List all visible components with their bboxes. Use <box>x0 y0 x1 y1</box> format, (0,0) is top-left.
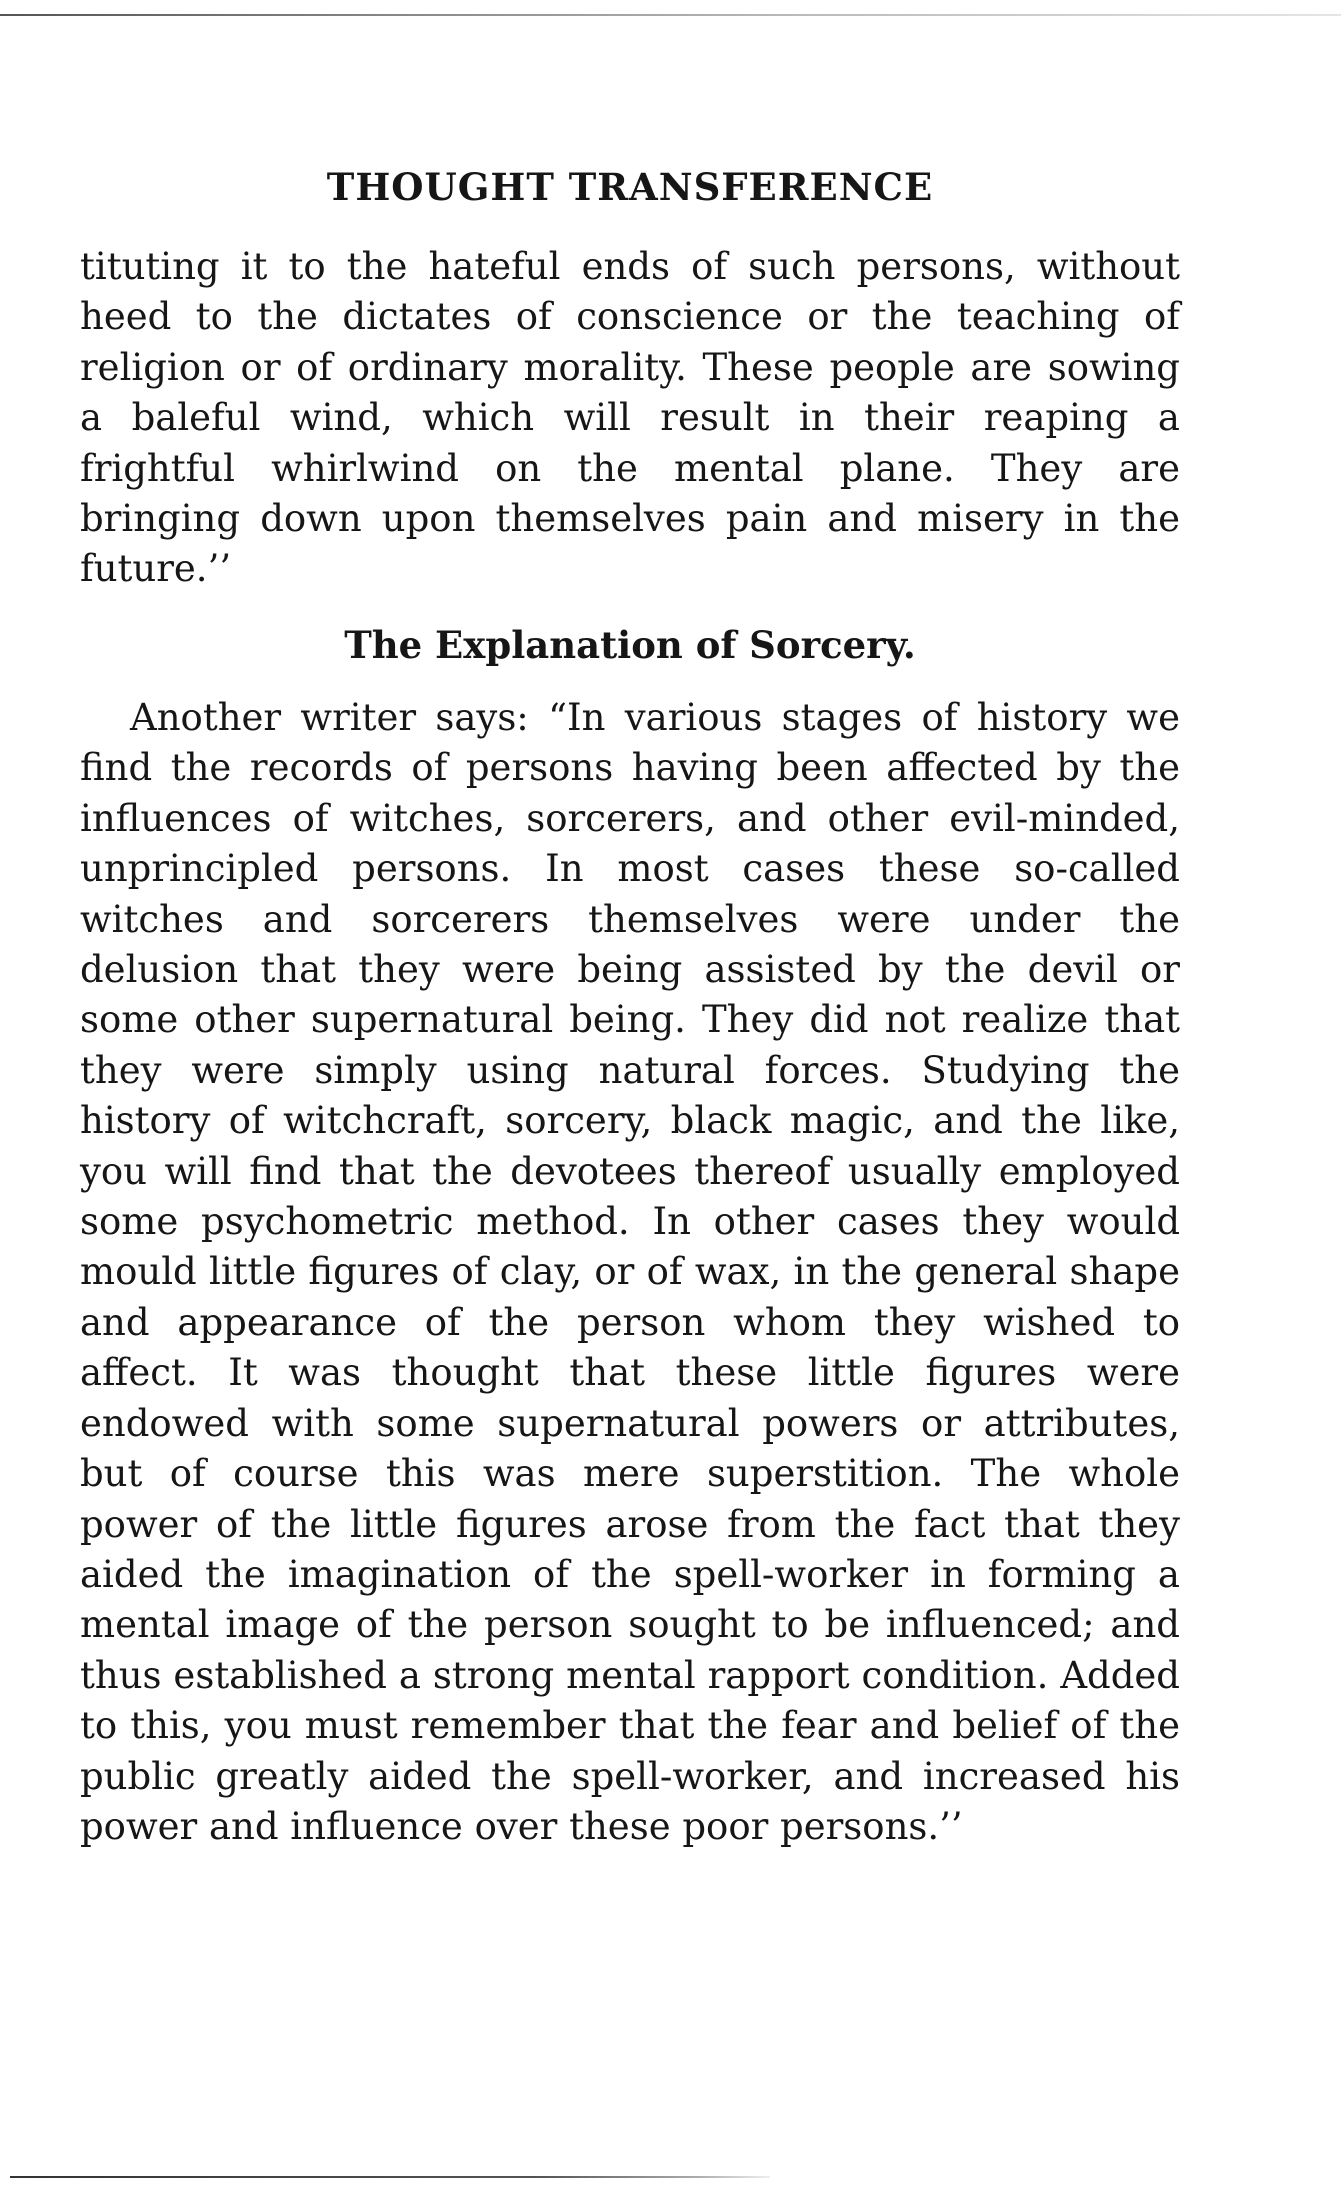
section-heading: The Explanation of Sorcery. <box>344 623 916 667</box>
top-edge-rule <box>0 14 1341 16</box>
continued-paragraph: tituting it to the hateful ends of such persons, without heed to the dictates of conscience or the teaching of religion or of ordinary morality. These people are sowing a baleful wind, which will result in their reaping a frightful whirlwind on the mental plane. They are bringing down upon themselves pain and misery in the future.’’ <box>80 245 1180 591</box>
section-paragraph: Another writer says: “In various stages of history we find the records of persons having been affected by the influences of witches, sorcerers, and other evil-minded, unprincipled persons. In most cases these so-called witches and sorcerers themselves were under the delusion that they were being assisted by the devil or some other supernatural being. They did not realize that they were simply using natural forces. Studying the history of witchcraft, sorcery, black magic, and the like, you will find that the devotees thereof usually employed some psychometric method. In other cases they would mould little figures of clay, or of wax, in the general shape and appearance of the person whom they wished to affect. It was thought that these little figures were endowed with some supernatural powers or attributes, but of course this was mere superstition. The whole power of the little figures arose from the fact that they aided the imagination of the spell-worker in forming a mental image of the person sought to be influenced; and thus established a strong mental rapport condition. Added to this, you must remember that the fear and belief of the public greatly aided the spell-worker, and increased his power and influence over these poor persons.’’ <box>80 696 1180 1848</box>
running-head: THOUGHT TRANSFERENCE <box>326 165 934 209</box>
bottom-edge-rule <box>10 2176 770 2178</box>
